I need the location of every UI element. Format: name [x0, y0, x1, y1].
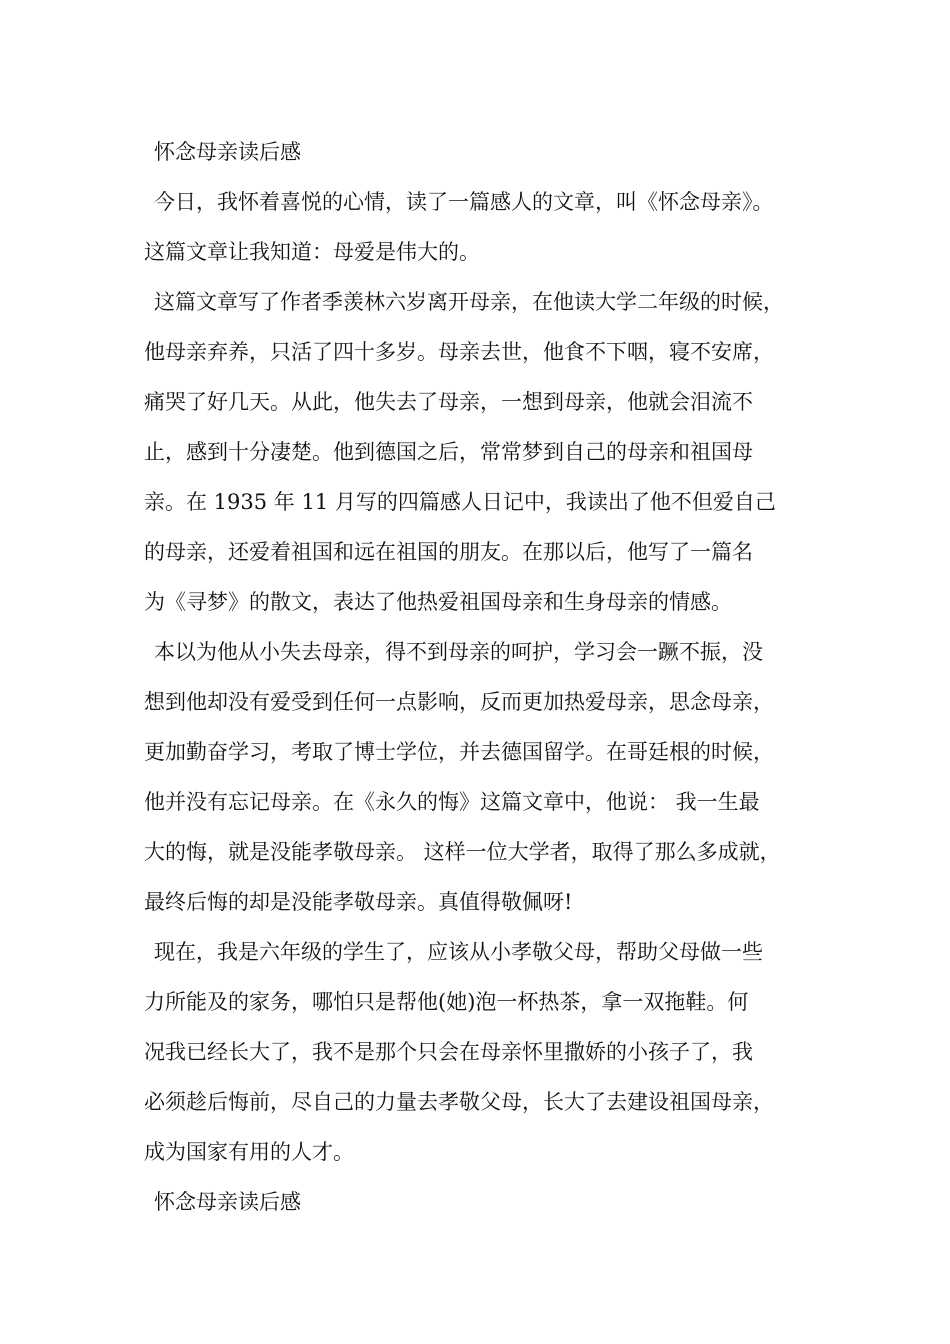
paragraph-3-line-3: 更加勤奋学习，考取了博士学位，并去德国留学。在哥廷根的时候， — [144, 740, 774, 764]
paragraph-1-line-1: 今日，我怀着喜悦的心情，读了一篇感人的文章，叫《怀念母亲》。 — [154, 190, 774, 214]
paragraph-3-line-2: 想到他却没有爱受到任何一点影响，反而更加热爱母亲，思念母亲， — [144, 690, 774, 714]
paragraph-4-line-4: 必须趁后悔前，尽自己的力量去孝敬父母，长大了去建设祖国母亲， — [144, 1090, 774, 1114]
paragraph-2-line-1: 这篇文章写了作者季羡林六岁离开母亲，在他读大学二年级的时候， — [154, 290, 784, 314]
paragraph-2-line-2: 他母亲弃养，只活了四十多岁。母亲去世，他食不下咽，寝不安席， — [144, 340, 774, 364]
paragraph-3-line-1: 本以为他从小失去母亲，得不到母亲的呵护，学习会一蹶不振，没 — [154, 640, 763, 664]
paragraph-1-line-2: 这篇文章让我知道：母爱是伟大的。 — [144, 240, 480, 264]
paragraph-2-line-5: 亲。在 1935 年 11 月写的四篇感人日记中，我读出了他不但爱自己 — [144, 490, 776, 514]
footer-title: 怀念母亲读后感 — [154, 1190, 301, 1214]
paragraph-3-line-4: 他并没有忘记母亲。在《永久的悔》这篇文章中，他说： 我一生最 — [144, 790, 760, 814]
paragraph-4-line-5: 成为国家有用的人才。 — [144, 1140, 354, 1164]
paragraph-4-line-1: 现在，我是六年级的学生了，应该从小孝敬父母，帮助父母做一些 — [154, 940, 763, 964]
paragraph-2-line-6: 的母亲，还爱着祖国和远在祖国的朋友。在那以后，他写了一篇名 — [144, 540, 753, 564]
paragraph-2-line-4: 止，感到十分凄楚。他到德国之后，常常梦到自己的母亲和祖国母 — [144, 440, 753, 464]
paragraph-3-line-6: 最终后悔的却是没能孝敬母亲。真值得敬佩呀! — [144, 890, 573, 914]
paragraph-4-line-2: 力所能及的家务，哪怕只是帮他(她)泡一杯热茶，拿一双拖鞋。何 — [144, 990, 749, 1014]
paragraph-3-line-5: 大的悔，就是没能孝敬母亲。 这样一位大学者，取得了那么多成就， — [144, 840, 781, 864]
document-title: 怀念母亲读后感 — [154, 140, 301, 164]
paragraph-2-line-7: 为《寻梦》的散文，表达了他热爱祖国母亲和生身母亲的情感。 — [144, 590, 732, 614]
paragraph-4-line-3: 况我已经长大了，我不是那个只会在母亲怀里撒娇的小孩子了，我 — [144, 1040, 753, 1064]
paragraph-2-line-3: 痛哭了好几天。从此，他失去了母亲，一想到母亲，他就会泪流不 — [144, 390, 753, 414]
